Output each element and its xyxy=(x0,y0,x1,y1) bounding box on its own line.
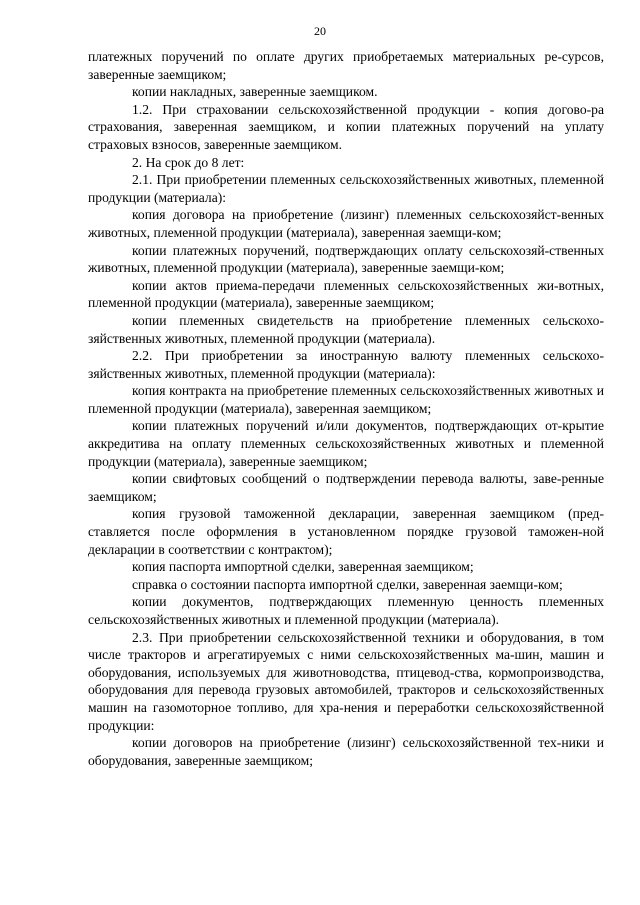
paragraph: 2.1. При приобретении племенных сельскохозяйственных животных, племенной продукции (материала): xyxy=(88,172,604,205)
paragraph: копия грузовой таможенной декларации, заверенная заемщиком (пред-ставляется после оформления в установленном порядке грузовой таможен-ной декларации в соответствии с контрактом); xyxy=(88,506,604,557)
paragraph: копия контракта на приобретение племенных сельскохозяйственных животных и племенной продукции (материала), заверенная заемщиком; xyxy=(88,383,604,416)
paragraph: 2.3. При приобретении сельскохозяйственной техники и оборудования, в том числе тракторов и агрегатируемых с ними сельскохозяйственных ма-шин, машин и оборудования, используемых для животноводства, птицевод-ства, кормопроизводства, оборудования для перевода грузовых автомобилей, тракторов и сельскохозяйственных машин на газомоторное топливо, для хра-нения и переработки сельскохозяйственной продукции: xyxy=(88,629,604,733)
paragraph: копии платежных поручений, подтверждающих оплату сельскохозяй-ственных животных, племенной продукции (материала), заверенные заемщи-ком; xyxy=(88,242,604,276)
paragraph: копии платежных поручений и/или документов, подтверждающих от-крытие аккредитива на оплату племенных сельскохозяйственных животных и племенной продукции (материала), заверенные заемщиком; xyxy=(88,418,604,469)
paragraph: копии актов приема-передачи племенных сельскохозяйственных жи-вотных, племенной продукции (материала), заверенные заемщиком; xyxy=(88,277,604,311)
page-number: 20 xyxy=(314,24,326,38)
paragraph: справка о состоянии паспорта импортной сделки, заверенная заемщи-ком; xyxy=(132,576,563,592)
paragraph: 1.2. При страховании сельскохозяйственной продукции - копия догово-ра страхования, заверенная заемщиком, и копии платежных поручений на уплату страховых взносов, заверенные заемщиком. xyxy=(88,101,604,152)
paragraph: копии документов, подтверждающих племенную ценность племенных сельскохозяйственных животных и племенной продукции (материала). xyxy=(88,594,604,627)
paragraph: копии договоров на приобретение (лизинг) сельскохозяйственной тех-ники и оборудования, заверенные заемщиком; xyxy=(88,735,604,768)
paragraph: копии накладных, заверенные заемщиком. xyxy=(132,84,378,100)
paragraph: 2. На срок до 8 лет: xyxy=(132,154,245,170)
paragraph: 2.2. При приобретении за иностранную валюту племенных сельскохо-зяйственных животных, племенной продукции (материала): xyxy=(88,348,604,381)
paragraph: копия паспорта импортной сделки, заверенная заемщиком; xyxy=(132,559,474,575)
paragraph: копии свифтовых сообщений о подтверждении перевода валюты, заве-ренные заемщиком; xyxy=(88,471,604,504)
document-body xyxy=(88,48,604,769)
paragraph: копии племенных свидетельств на приобретение племенных сельскохо-зяйственных животных, племенной продукции (материала). xyxy=(88,312,604,346)
paragraph: копия договора на приобретение (лизинг) племенных сельскохозяйст-венных животных, племенной продукции (материала), заверенная заемщи-ком; xyxy=(88,207,604,240)
paragraph: платежных поручений по оплате других приобретаемых материальных ре-сурсов, заверенные заемщиком; xyxy=(88,49,604,82)
